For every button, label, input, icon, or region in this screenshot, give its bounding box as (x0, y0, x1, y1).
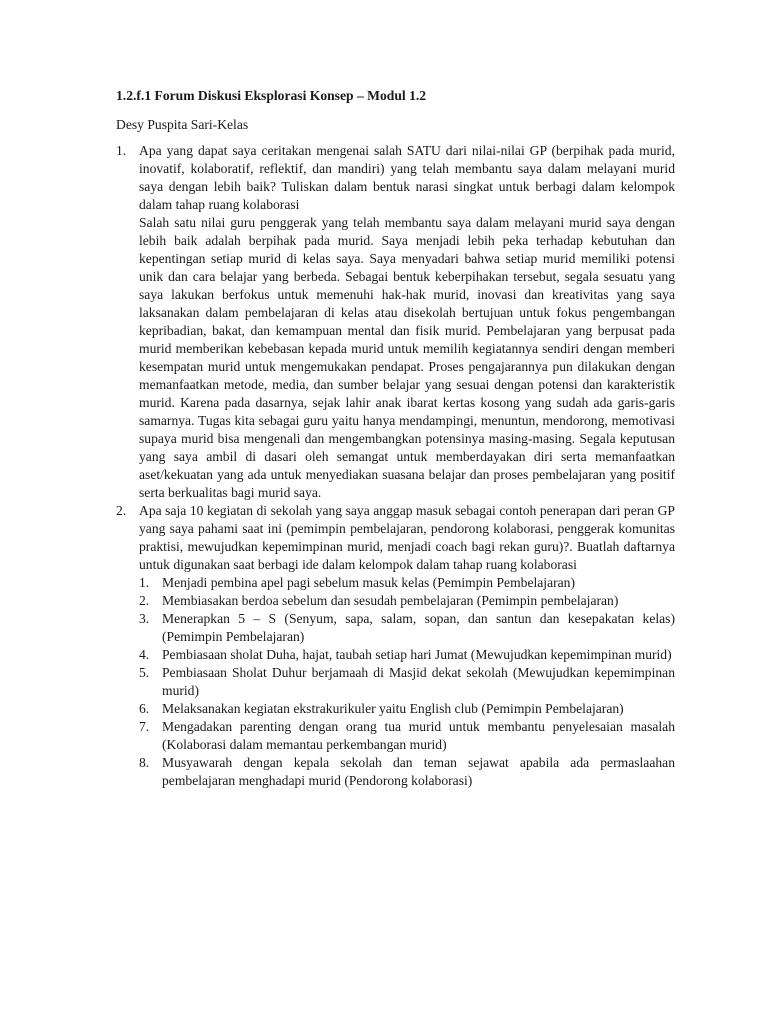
activity-number: 1. (139, 575, 150, 590)
activity-text: Pembiasaan sholat Duha, hajat, taubah setiap hari Jumat (Mewujudkan kepemimpinan murid) (162, 647, 672, 662)
activity-text: Menjadi pembina apel pagi sebelum masuk kelas (Pemimpin Pembelajaran) (162, 575, 575, 590)
document-title: 1.2.f.1 Forum Diskusi Eksplorasi Konsep – Modul 1.2 (116, 88, 427, 103)
activity-item (139, 700, 675, 718)
question-text: Apa yang dapat saya ceritakan mengenai salah SATU dari nilai-nilai GP (berpihak pada murid, inovatif, kolaboratif, reflektif, dan mandiri) yang telah membantu saya dalam melayani murid saya dengan lebih baik? Tuliskan dalam bentuk narasi singkat untuk berbagi dalam kelompok dalam tahap ruang kolaborasi (139, 143, 675, 212)
document-author: Desy Puspita Sari-Kelas (116, 117, 249, 132)
question-number: 1. (116, 143, 127, 158)
activity-number: 2. (139, 593, 150, 608)
activity-text: Melaksanakan kegiatan ekstrakurikuler yaitu English club (Pemimpin Pembelajaran) (162, 701, 624, 716)
activity-text: Mengadakan parenting dengan orang tua murid untuk membantu penyelesaian masalah (Kolaborasi dalam memantau perkembangan murid) (162, 719, 675, 752)
document-content (116, 87, 675, 790)
activity-number: 7. (139, 719, 150, 734)
activity-text: Membiasakan berdoa sebelum dan sesudah pembelajaran (Pemimpin pembelajaran) (162, 593, 619, 608)
activity-number: 5. (139, 665, 150, 680)
activity-item (139, 664, 675, 700)
activity-text: Menerapkan 5 – S (Senyum, sapa, salam, sopan, dan santun dan kesepakatan kelas) (Pemimpin Pembelajaran) (162, 611, 675, 644)
activity-number: 4. (139, 647, 150, 662)
activity-text: Pembiasaan Sholat Duhur berjamaah di Masjid dekat sekolah (Mewujudkan kepemimpinan murid) (162, 665, 675, 698)
question-number: 2. (116, 503, 127, 518)
activity-item (139, 646, 675, 664)
activity-text: Musyawarah dengan kepala sekolah dan teman sejawat apabila ada permaslaahan pembelajaran menghadapi murid (Pendorong kolaborasi) (162, 755, 675, 788)
question-item-2 (116, 502, 675, 790)
activity-list (139, 574, 675, 790)
activity-item (139, 592, 675, 610)
activity-item (139, 574, 675, 592)
activity-number: 6. (139, 701, 150, 716)
activity-item (139, 610, 675, 646)
activity-number: 3. (139, 611, 150, 626)
answer-text: Salah satu nilai guru penggerak yang telah membantu saya dalam melayani murid saya dengan lebih baik adalah berpihak pada murid. Saya menjadi lebih peka terhadap kebutuhan dan kepentingan setiap murid di kelas saya. Saya menyadari bahwa setiap murid memiliki potensi unik dan cara belajar yang berbeda. Sebagai bentuk keberpihakan tersebut, segala sesuatu yang saya lakukan berfokus untuk memenuhi hak-hak murid, inovasi dan kreativitas yang saya laksanakan dalam pembelajaran di kelas atau disekolah bertujuan untuk fokus pengembangan kepribadian, bakat, dan kemampuan mental dan fisik murid. Pembelajaran yang berpusat pada murid memberikan kebebasan kepada murid untuk memilih kegiatannya sendiri dengan memberi kesempatan murid untuk mengemukakan pendapat. Proses pengajarannya pun dilakukan dengan memanfaatkan metode, media, dan sumber belajar yang sesuai dengan potensi dan karakteristik murid. Karena pada dasarnya, sejak lahir anak ibarat kertas kosong yang sudah ada garis-garis samarnya. Tugas kita sebagai guru yaitu hanya mendampingi, menuntun, mendorong, memotivasi supaya murid bisa mengenali dan mengembangkan potensinya masing-masing. Segala keputusan yang saya ambil di dasari oleh semangat untuk memberdayakan diri serta memanfaatkan aset/kekuatan yang ada untuk menyediakan suasana belajar dan proses pembelajaran yang positif serta berkualitas bagi murid saya. (139, 215, 675, 500)
activity-item (139, 718, 675, 754)
question-text: Apa saja 10 kegiatan di sekolah yang saya anggap masuk sebagai contoh penerapan dari peran GP yang saya pahami saat ini (pemimpin pembelajaran, pendorong kolaborasi, penggerak komunitas praktisi, mewujudkan kepemimpinan murid, menjadi coach bagi rekan guru)?. Buatlah daftarnya untuk digunakan saat berbagi ide dalam kelompok dalam tahap ruang kolaborasi (139, 503, 675, 572)
activity-item (139, 754, 675, 790)
activity-number: 8. (139, 755, 150, 770)
question-item-1 (116, 142, 675, 502)
question-list (116, 142, 675, 790)
